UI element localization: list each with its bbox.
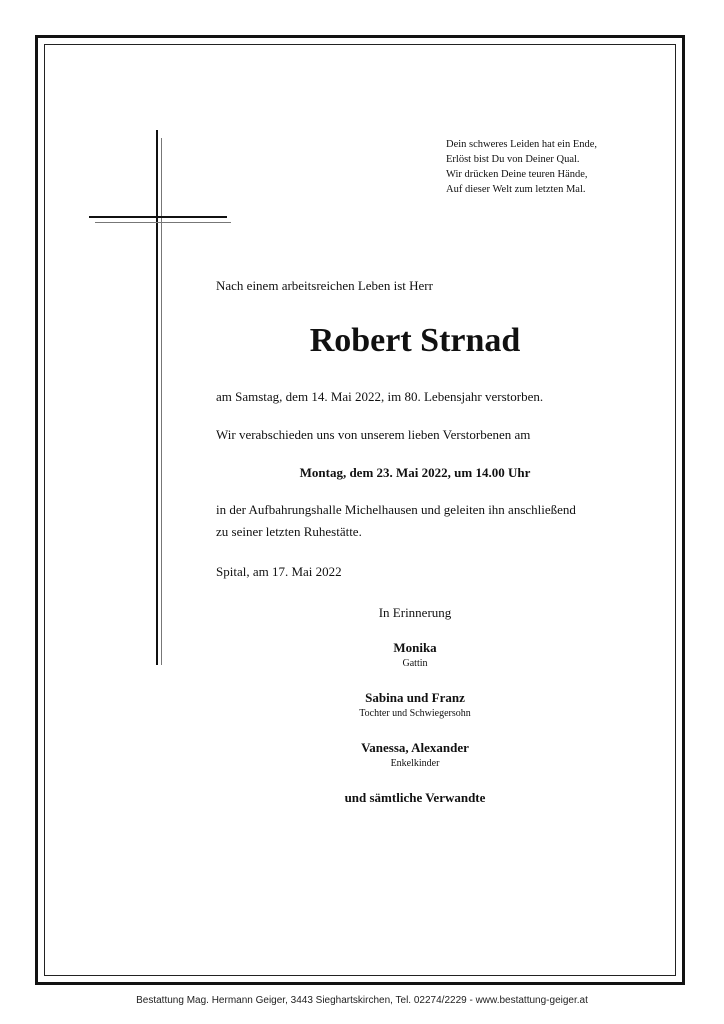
mourner-name: Sabina und Franz	[365, 690, 465, 705]
relatives-line: und sämtliche Verwandte	[344, 790, 486, 805]
footer-text: Bestattung Mag. Hermann Geiger, 3443 Sieghartskirchen, Tel. 02274/2229 - www.bestattung-geiger.at	[136, 995, 588, 1006]
location-line-1: in der Aufbahrungshalle Michelhausen und geleiten ihn anschließend	[216, 502, 576, 517]
cross-horizontal-shadow	[95, 222, 231, 223]
mourner-relation: Enkelkinder	[390, 758, 440, 769]
poem	[446, 137, 597, 197]
poem-line: Wir drücken Deine teuren Hände,	[446, 169, 588, 180]
farewell-text: Wir verabschieden uns von unserem lieben Verstorbenen am	[216, 427, 531, 442]
place-date: Spital, am 17. Mai 2022	[216, 564, 342, 579]
death-line: am Samstag, dem 14. Mai 2022, im 80. Lebensjahr verstorben.	[216, 389, 544, 404]
mourner-name: Monika	[393, 640, 437, 655]
poem-line: Auf dieser Welt zum letzten Mal.	[446, 184, 586, 195]
poem-line: Dein schweres Leiden hat ein Ende,	[446, 139, 598, 150]
mourner-relation: Gattin	[402, 658, 428, 669]
intro-text: Nach einem arbeitsreichen Leben ist Herr	[216, 278, 433, 293]
location-line-2: zu seiner letzten Ruhestätte.	[216, 524, 362, 539]
cross-horizontal-beam	[89, 216, 227, 218]
mourners-intro: In Erinnerung	[378, 605, 452, 620]
mourner-name: Vanessa, Alexander	[361, 740, 469, 755]
deceased-name: Robert Strnad	[309, 322, 521, 359]
poem-line: Erlöst bist Du von Deiner Qual.	[446, 154, 580, 165]
mourner-relation: Tochter und Schwiegersohn	[359, 708, 471, 719]
funeral-date: Montag, dem 23. Mai 2022, um 14.00 Uhr	[299, 465, 531, 480]
cross-vertical-beam	[156, 130, 158, 665]
